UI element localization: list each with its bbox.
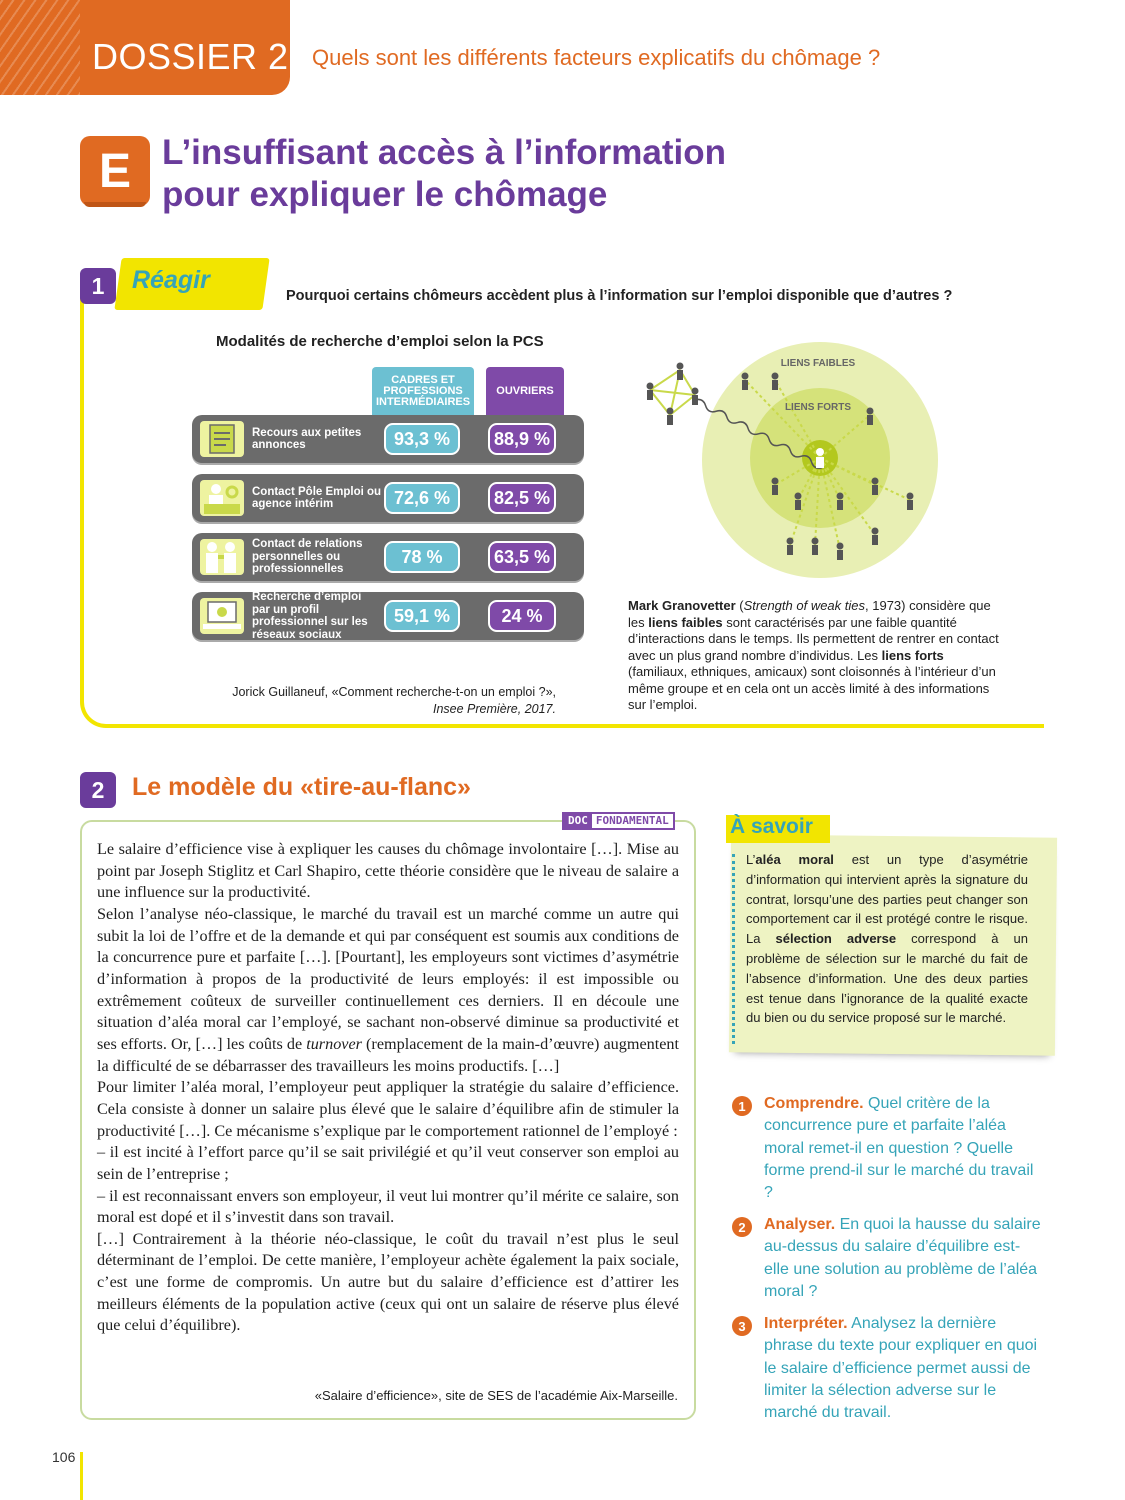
paragraph: Le salaire d’efficience vise à expliquer les causes du chômage involontaire […]. Mise au point par Joseph Stiglitz et Carl Shapiro, cette théorie considère que le niveau de salaire a une influence sur la productivité. — [97, 840, 679, 902]
search-method-row — [192, 415, 584, 463]
a-savoir-text — [746, 850, 1028, 1028]
question-text — [764, 1313, 1042, 1424]
granovetter-part: sont caractérisés par une faible quantité d’interactions dans le temps. Ils permettent de rentrer en contact avec un plus grand nombre d’individus. Les — [628, 614, 999, 663]
paragraph-part: (remplacement de la main-d’œuvre) augmentent la difficulté de se débarrasser des travailleurs les moins productifs. […] — [97, 1034, 679, 1075]
center-person-icon — [816, 448, 824, 468]
granovetter-term: liens faibles — [648, 614, 723, 630]
chart-source-line-2: Insee Première, 2017. — [433, 702, 556, 716]
value-cadres: 72,6 % — [384, 482, 460, 514]
doc1-question: Pourquoi certains chômeurs accèdent plus à l’information sur l’emploi disponible que d’autres ? — [286, 288, 953, 304]
section-letter: E — [98, 144, 131, 198]
fondamental-badge-label: FONDAMENTAL — [592, 814, 673, 828]
granovetter-work: Strength of weak ties — [743, 598, 866, 613]
doc1-number-badge: 1 — [80, 268, 116, 304]
weak-ties-label: LIENS FAIBLES — [780, 358, 856, 369]
question-body: En quoi la hausse du salaire au-dessus du salaire d’équilibre est-elle une solution au problème de l’aléa moral ? — [764, 1216, 1041, 1300]
doc-fondamental-badge — [562, 812, 675, 830]
granovetter-part: , 1973) considère que les — [628, 598, 991, 630]
paragraph: – il est reconnaissant envers son employeur, il veut lui montrer qu’il mérite ce salaire, son moral est dopé et il s’investit dans son travail. — [97, 1186, 679, 1227]
question-body: Analysez la dernière phrase du texte pour expliquer en quoi le salaire d’efficience permet aussi de limiter la sélection adverse sur le marché du travail. — [764, 1315, 1038, 1422]
savoir-term: sélection adverse — [775, 931, 897, 947]
doc-badge-label: DOC — [564, 814, 592, 828]
value-ouvriers: 63,5 % — [488, 541, 556, 573]
paragraph: Pour limiter l’aléa moral, l’employeur peut appliquer la stratégie du salaire d’efficience. Cela consiste à donner un salaire plus élevé que le salaire d’équilibre afin de stimuler la productivité […]. Ce mécanisme s’explique par le comportement rationnel de l’employé : — [97, 1078, 679, 1140]
value-ouvriers: 24 % — [488, 600, 556, 632]
savoir-term: aléa moral — [755, 852, 834, 867]
question-text — [764, 1093, 1042, 1204]
search-method-row — [192, 592, 584, 640]
chart-source — [196, 684, 556, 718]
section-letter-badge — [80, 136, 150, 206]
row-label: Contact Pôle Emploi ou agence intérim — [252, 485, 382, 510]
laptop-network-icon — [200, 598, 244, 634]
paragraph: […] Contrairement à la théorie néo-classique, le coût du travail n’est plus le seul déterminant de l’emploi. De cette manière, l’employeur achète également la paix sociale, c’est une forme de compromis. Un autre but du salaire d’efficience est d’attirer les meilleurs éléments de la population active (ceux qui ont un salaire de réserve plus élevé que celui d’équilibre). — [97, 1229, 679, 1335]
question-lead: Comprendre. — [764, 1095, 864, 1112]
value-cadres: 78 % — [384, 541, 460, 573]
search-method-row — [192, 474, 584, 522]
reagir-label: Réagir — [132, 266, 210, 294]
paragraph: – il est incité à l’effort parce qu’il se sait privilégié et qu’il veut conserver son emploi au sein de l’entreprise ; — [97, 1143, 679, 1183]
question-number: 3 — [732, 1316, 752, 1336]
ties-network-diagram — [640, 340, 940, 590]
page-bar — [80, 1452, 83, 1500]
strong-ties-label: LIENS FORTS — [784, 402, 852, 413]
row-label: Recours aux petites annonces — [252, 426, 362, 451]
agency-desk-icon — [200, 480, 244, 516]
a-savoir-dotted-rule — [732, 854, 735, 1044]
doc2-body-text — [97, 839, 679, 1337]
savoir-part: est un type d’asymétrie d’information qui intervient après la signature du contrat, lorsqu’une des parties peut changer son comportement car il est protégé contre le risque. La — [746, 852, 1028, 947]
row-label: Recherche d’emploi par un profil professionnel sur les réseaux sociaux — [252, 591, 368, 641]
granovetter-term: liens forts — [881, 647, 944, 663]
savoir-part: correspond à un problème de sélection sur le marché du fait de l’absence d’information. Une des deux parties est tenue dans l’ignorance de la qualité exacte du bien ou du service proposé sur le marché. — [746, 931, 1028, 1026]
people-icon — [200, 539, 244, 575]
header-question: Quels sont les différents facteurs explicatifs du chômage ? — [312, 45, 881, 70]
column-header-ouvriers: OUVRIERS — [486, 367, 564, 415]
row-label: Contact de relations personnelles ou professionnelles — [252, 538, 363, 576]
granovetter-text: Mark Granovetter (Strength of weak ties, 1973) considère que les liens faibles sont caractérisés par une faible quantité d’interactions dans le temps. Ils permettent de rentrer en contact avec un plus grand nombre d’individus. Les liens forts (familiaux, ethniques, amicaux) sont cloisonnés à l’intérieur d’un même groupe et en cela ont un accès limité à des informations sur l’emploi. — [628, 598, 999, 712]
doc2-number-badge: 2 — [80, 772, 116, 808]
paragraph-part: Selon l’analyse néo-classique, le marché du travail est un marché comme un autre qui subit la loi de l’offre et de la demande et qui par conséquent est soumis aux conditions de la concurrence pure et parfaite […]. [Pourtant], les employeurs sont victimes d’asymétrie d’information à propos de la productivité de leurs employés: il est impossible ou extrêmement coûteux de surveiller continuellement ces derniers. Il en découle une situation d’aléa moral car l’employé, se sachant non-observé diminue sa productivité et ses efforts. Or, […] les coûts de — [97, 904, 679, 1053]
search-method-row — [192, 533, 584, 581]
question-lead: Analyser. — [764, 1216, 836, 1233]
column-header-cadres: CADRES ET PROFESSIONS INTERMÉDIAIRES — [372, 367, 474, 415]
paragraph-italic: turnover — [306, 1034, 362, 1053]
value-cadres: 93,3 % — [384, 423, 460, 455]
question-text — [764, 1214, 1042, 1303]
a-savoir-label: À savoir — [730, 815, 813, 838]
value-cadres: 59,1 % — [384, 600, 460, 632]
value-ouvriers: 82,5 % — [488, 482, 556, 514]
page-title-line-1: L’insuffisant accès à l’information — [162, 133, 727, 172]
chart-source-line-1: Jorick Guillaneuf, «Comment recherche-t-on un emploi ?», — [232, 685, 556, 699]
granovetter-part: (familiaux, ethniques, amicaux) sont cloisonnés à l’intérieur d’un même groupe et en cela ont un accès limité à des informations sur l’emploi. — [628, 664, 996, 712]
outer-cluster-lines — [650, 370, 695, 415]
page-title — [162, 132, 762, 216]
paragraph — [97, 904, 679, 1077]
page-title-line-2: pour expliquer le chômage — [162, 175, 608, 214]
value-ouvriers: 88,9 % — [488, 423, 556, 455]
question-lead: Interpréter. — [764, 1315, 848, 1332]
dossier-label: DOSSIER 2 — [92, 36, 289, 77]
doc2-title: Le modèle du «tire-au-flanc» — [132, 773, 471, 801]
doc2-source: «Salaire d’efficience», site de SES de l’académie Aix-Marseille. — [314, 1388, 678, 1403]
question-number: 1 — [732, 1096, 752, 1116]
newspaper-icon — [200, 421, 244, 457]
question-body: Quel critère de la concurrence pure et parfaite l’aléa moral remet-il en question ? Quelle forme prend-il sur le marché du travail ? — [764, 1095, 1034, 1202]
chart-title: Modalités de recherche d’emploi selon la PCS — [216, 333, 544, 350]
page-number: 106 — [52, 1449, 76, 1465]
stripe-decoration — [0, 0, 80, 95]
savoir-part: L’ — [746, 852, 756, 867]
granovetter-author: Mark Granovetter — [628, 598, 736, 613]
question-number: 2 — [732, 1217, 752, 1237]
